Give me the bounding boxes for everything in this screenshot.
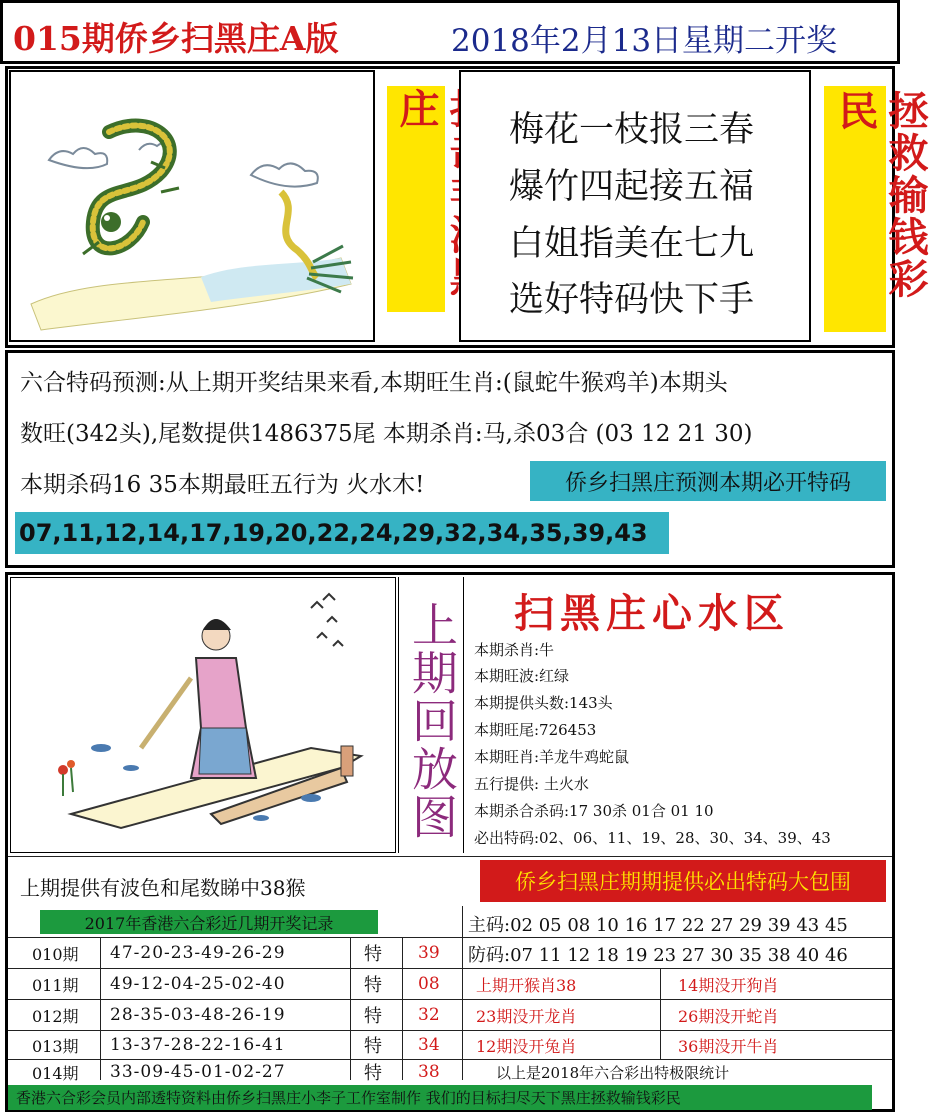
poem-line-4: 选好特码快下手 [509, 280, 755, 320]
record-special-label: 特 [364, 1006, 382, 1027]
stat-item: 14期没开狗肖 [678, 975, 779, 995]
review-vertical-label-box [398, 577, 464, 853]
review-item-1: 本期杀肖:牛 [474, 641, 555, 659]
record-numbers: 33-09-45-01-02-27 [110, 1062, 286, 1082]
stat-item: 12期没开兔肖 [476, 1036, 577, 1056]
record-special-label: 特 [364, 1063, 382, 1084]
red-banner [480, 860, 886, 902]
record-special-label: 特 [364, 975, 382, 996]
review-item-8: 必出特码:02、06、11、19、28、30、34、39、43 [474, 829, 831, 847]
must-open-label [530, 461, 886, 501]
poem-line-2: 爆竹四起接五福 [509, 167, 755, 207]
dragon-illustration [9, 70, 375, 342]
prediction-line-3: 本期杀码16 35本期最旺五行为 火水木! [20, 472, 425, 498]
stat-item: 23期没开龙肖 [476, 1006, 577, 1026]
record-period: 011期 [32, 975, 79, 995]
divider-middle [8, 856, 892, 857]
red-banner-text: 侨乡扫黑庄期期提供必出特码大包围 [515, 870, 851, 894]
header-bar [0, 0, 900, 64]
review-item-2: 本期旺波:红绿 [474, 667, 570, 685]
poem-line-1: 梅花一枝报三春 [509, 110, 755, 150]
table-row [8, 969, 892, 999]
right-vertical-banner [824, 86, 929, 332]
record-special: 08 [418, 974, 440, 994]
stat-item: 36期没开牛肖 [678, 1036, 779, 1056]
record-numbers: 28-35-03-48-26-19 [110, 1005, 286, 1025]
right-vertical-text: 拯救输钱彩民 [832, 90, 929, 300]
record-special: 32 [418, 1005, 440, 1025]
record-period: 014期 [32, 1063, 79, 1083]
review-vertical-label: 上期回放图 [405, 601, 459, 841]
record-special-label: 特 [364, 1036, 382, 1057]
review-item-7: 本期杀合杀码:17 30杀 01合 01 10 [474, 802, 714, 820]
records-title [40, 910, 378, 934]
must-open-label-text: 侨乡扫黑庄预测本期必开特码 [564, 470, 851, 496]
prediction-line-2: 数旺(342头),尾数提供1486375尾 本期杀肖:马,杀03合 (03 12 21 30) [20, 421, 753, 447]
stat-item: 上期开猴肖38 [476, 975, 577, 995]
must-open-numbers [15, 512, 669, 554]
review-item-4: 本期旺尾:726453 [474, 721, 597, 739]
records-title-text: 2017年香港六合彩近几期开奖记录 [84, 913, 334, 933]
issue-title: 015期侨乡扫黑庄A版 [13, 19, 339, 58]
record-period: 013期 [32, 1036, 79, 1056]
table-row [8, 1060, 892, 1084]
table-row [8, 1000, 892, 1030]
left-vertical-banner [387, 86, 445, 312]
table-row [8, 938, 892, 968]
record-special-label: 特 [364, 944, 382, 965]
footer-text: 香港六合彩会员内部透特资料由侨乡扫黑庄小李子工作室制作 我们的目标扫尽天下黑庄拯救输钱彩民 [16, 1089, 681, 1107]
left-vertical-text: 庄 [393, 88, 440, 130]
stat-item: 26期没开蛇肖 [678, 1006, 779, 1026]
hit-note: 上期提供有波色和尾数睇中38猴 [20, 876, 306, 900]
poem-box [459, 70, 811, 342]
record-numbers: 49-12-04-25-02-40 [110, 974, 286, 994]
must-open-numbers-text: 07,11,12,14,17,19,20,22,24,29,32,34,35,39,43 [19, 519, 648, 547]
record-numbers: 13-37-28-22-16-41 [110, 1035, 286, 1055]
record-special: 39 [418, 943, 440, 963]
table-row [8, 1031, 892, 1059]
record-special: 38 [418, 1062, 440, 1082]
record-period: 010期 [32, 944, 79, 964]
guard-codes: 防码:07 11 12 18 19 23 27 30 35 38 40 46 [468, 945, 848, 966]
record-special: 34 [418, 1035, 440, 1055]
stats-footer: 以上是2018年六合彩出特极限统计 [496, 1063, 730, 1082]
poem-line-3: 白姐指美在七九 [509, 224, 755, 264]
prediction-line-1: 六合特码预测:从上期开奖结果来看,本期旺生肖:(鼠蛇牛猴鸡羊)本期头 [20, 370, 728, 396]
review-item-6: 五行提供: 土火水 [474, 775, 589, 793]
review-item-3: 本期提供头数:143头 [474, 694, 613, 712]
record-numbers: 47-20-23-49-26-29 [110, 943, 286, 963]
main-codes: 主码:02 05 08 10 16 17 22 27 29 39 43 45 [468, 915, 848, 936]
scholar-illustration [10, 577, 396, 853]
review-item-5: 本期旺肖:羊龙牛鸡蛇鼠 [474, 748, 630, 766]
draw-date: 2018年2月13日星期二开奖 [451, 23, 838, 59]
record-period: 012期 [32, 1006, 79, 1026]
review-heading: 扫黑庄心水区 [514, 591, 790, 637]
footer-bar [8, 1085, 872, 1110]
